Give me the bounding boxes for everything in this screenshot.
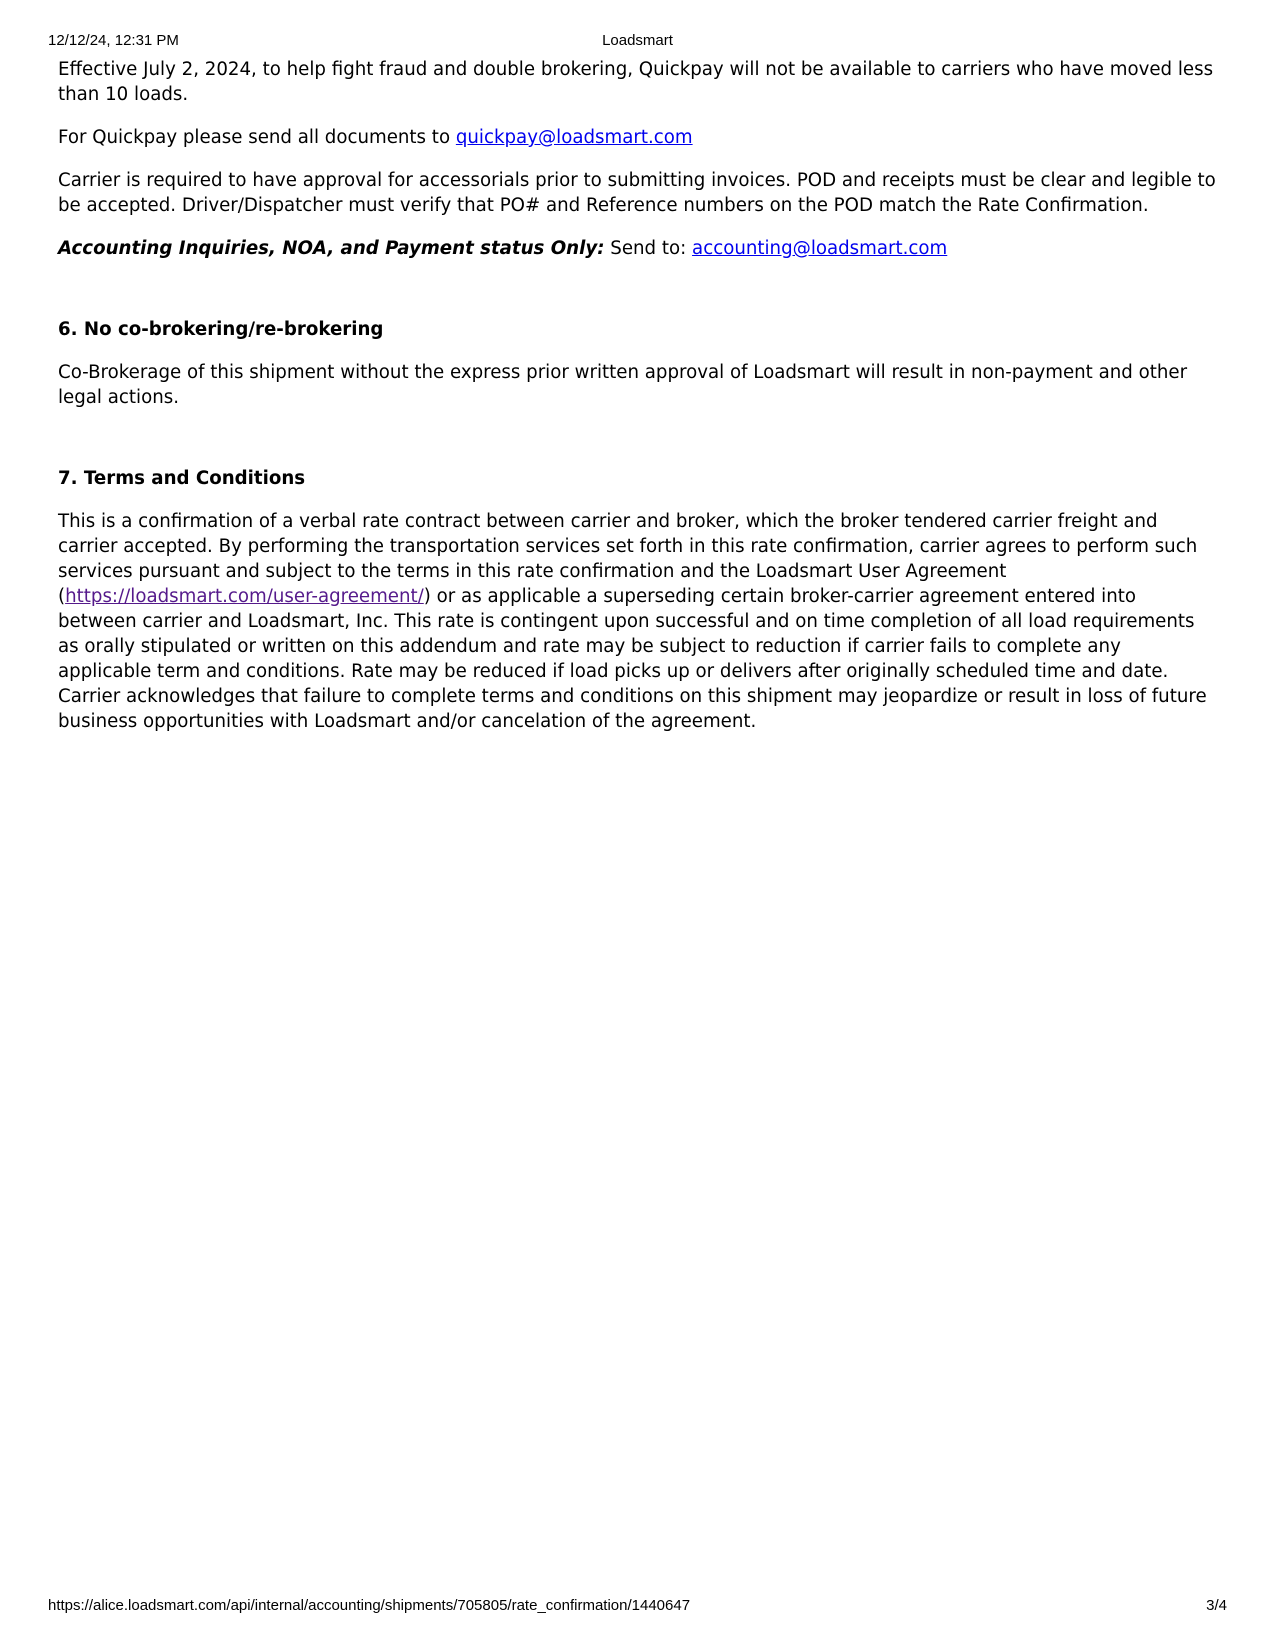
section-heading: 7. Terms and Conditions (58, 468, 306, 489)
print-header (48, 32, 1227, 52)
accounting-send-to: Send to: (604, 238, 693, 259)
print-footer (48, 1597, 1227, 1617)
user-agreement-link[interactable]: https://loadsmart.com/user-agreement/ (65, 586, 424, 607)
quickpay-prefix: For Quickpay please send all documents to (58, 127, 456, 148)
section-body (58, 509, 1218, 734)
document-content (58, 57, 1218, 752)
terms-text-before-link: This is a confirmation of a verbal rate contract between carrier and broker, which the broker tendered carrier freight and carrier accepted. By performing the transportation services set forth in this rate confirmation, carrier agrees to perform such services pursuant and subject to the terms in this rate confirmation and the Loadsmart User Agreement ( (58, 511, 1198, 607)
section-terms-and-conditions (58, 466, 1218, 734)
quickpay-instructions (58, 125, 1218, 150)
section-heading: 6. No co-brokering/re-brokering (58, 319, 384, 340)
print-datetime: 12/12/24, 12:31 PM (48, 32, 179, 49)
quickpay-effective-notice: Effective July 2, 2024, to help fight fraud and double brokering, Quickpay will not be available to carriers who have moved less than 10 loads. (58, 59, 1214, 105)
accounting-inquiries (58, 236, 1218, 261)
accounting-label: Accounting Inquiries, NOA, and Payment status Only: (58, 238, 605, 259)
accounting-email-link[interactable]: accounting@loadsmart.com (692, 238, 948, 259)
print-page-url: https://alice.loadsmart.com/api/internal/accounting/shipments/705805/rate_confirmation/1440647 (48, 1597, 691, 1614)
print-page-title: Loadsmart (602, 32, 673, 49)
carrier-requirements: Carrier is required to have approval for accessorials prior to submitting invoices. POD and receipts must be clear and legible to be accepted. Driver/Dispatcher must verify that PO# and Reference numbers on the POD match the Rate Confirmation. (58, 170, 1216, 216)
section-no-co-brokering (58, 317, 1218, 410)
quickpay-email-link[interactable]: quickpay@loadsmart.com (455, 127, 693, 148)
terms-text-after-link: ) or as applicable a superseding certain broker-carrier agreement entered into between carrier and Loadsmart, Inc. This rate is contingent upon successful and on time completion of all load requirements as orally stipulated or written on this addendum and rate may be subject to reduction if carrier fails to complete any applicable term and conditions. Rate may be reduced if load picks up or delivers after originally scheduled time and date. Carrier acknowledges that failure to complete terms and conditions on this shipment may jeopardize or result in loss of future business opportunities with Loadsmart and/or cancelation of the agreement. (58, 586, 1207, 732)
print-page-number: 3/4 (1206, 1597, 1227, 1614)
section-body: Co-Brokerage of this shipment without the express prior written approval of Loadsmart will result in non-payment and other legal actions. (58, 362, 1188, 408)
